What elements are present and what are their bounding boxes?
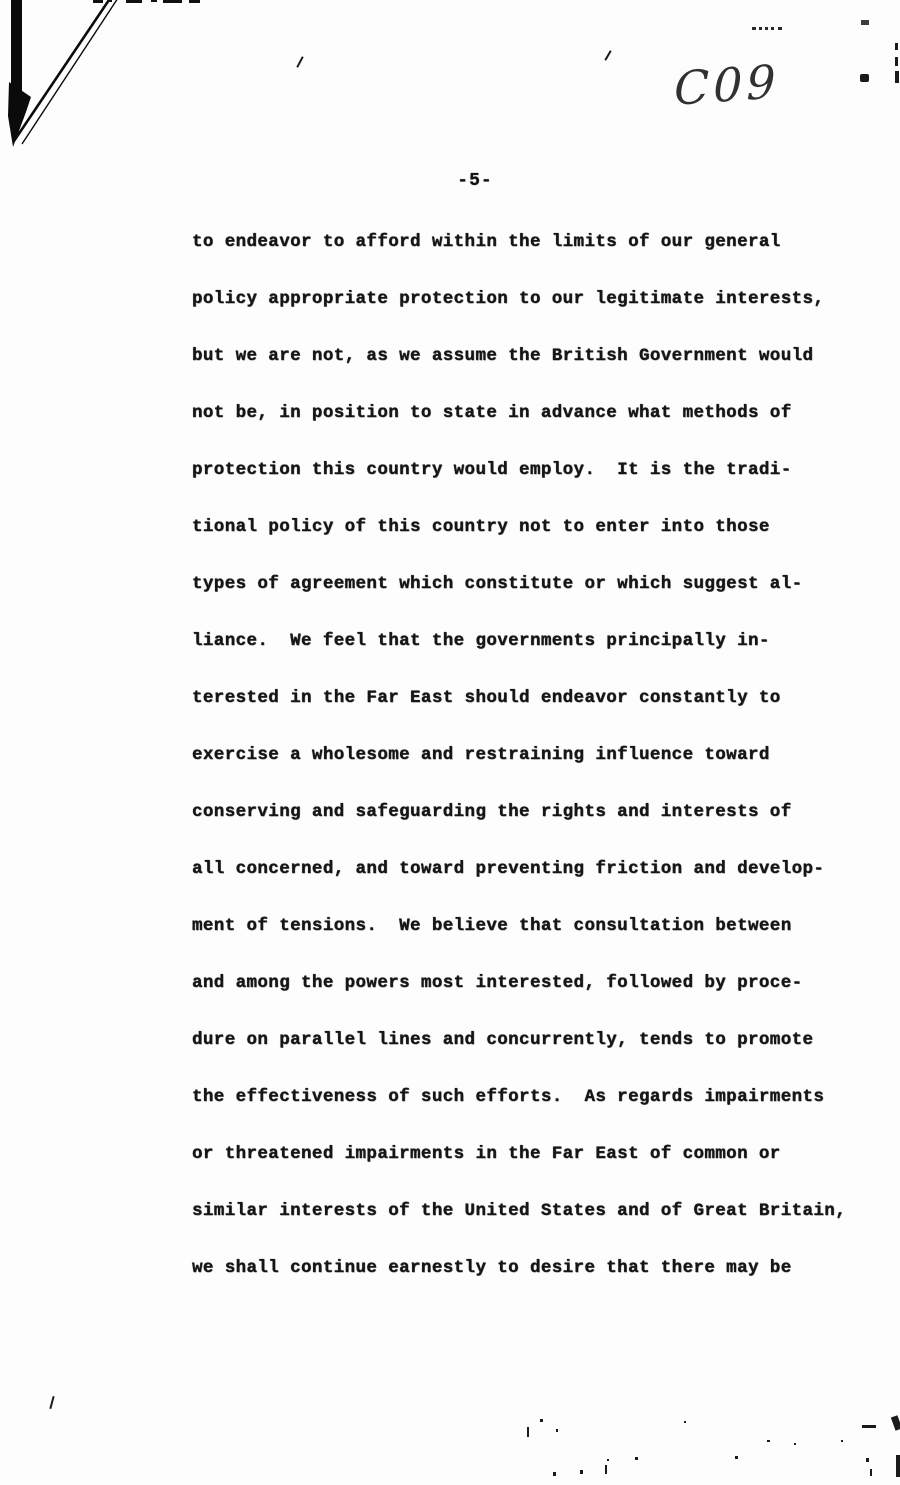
- handwritten-mark: C09: [674, 54, 780, 116]
- document-text-line: terested in the Far East should endeavor constantly to: [192, 688, 781, 708]
- document-text-line: all concerned, and toward preventing friction and develop-: [192, 859, 825, 879]
- document-text-line: ment of tensions. We believe that consultation between: [192, 916, 792, 936]
- document-text-line: the effectiveness of such efforts. As regards impairments: [192, 1087, 825, 1107]
- document-text-line: dure on parallel lines and concurrently, tends to promote: [192, 1030, 814, 1050]
- document-body: [192, 214, 852, 1297]
- document-text-line: conserving and safeguarding the rights and interests of: [192, 802, 792, 822]
- document-text-line: policy appropriate protection to our legitimate interests,: [192, 289, 825, 309]
- document-text-line: similar interests of the United States and of Great Britain,: [192, 1201, 847, 1221]
- document-text-line: tional policy of this country not to enter into those: [192, 517, 770, 537]
- document-text-line: types of agreement which constitute or which suggest al-: [192, 574, 803, 594]
- document-text-line: and among the powers most interested, followed by proce-: [192, 973, 803, 993]
- document-text-line: exercise a wholesome and restraining influence toward: [192, 745, 770, 765]
- page-number: -5-: [457, 171, 493, 191]
- document-text-line: or threatened impairments in the Far East of common or: [192, 1144, 781, 1164]
- dotted-pen-mark: [752, 27, 782, 30]
- document-text-line: liance. We feel that the governments principally in-: [192, 631, 770, 651]
- document-text-line: to endeavor to afford within the limits of our general: [192, 232, 781, 252]
- document-text-line: but we are not, as we assume the British Government would: [192, 346, 814, 366]
- document-text-line: we shall continue earnestly to desire that there may be: [192, 1258, 792, 1278]
- document-text-line: protection this country would employ. It is the tradi-: [192, 460, 792, 480]
- fold-mark-artifact: [0, 0, 220, 175]
- document-text-line: not be, in position to state in advance what methods of: [192, 403, 792, 423]
